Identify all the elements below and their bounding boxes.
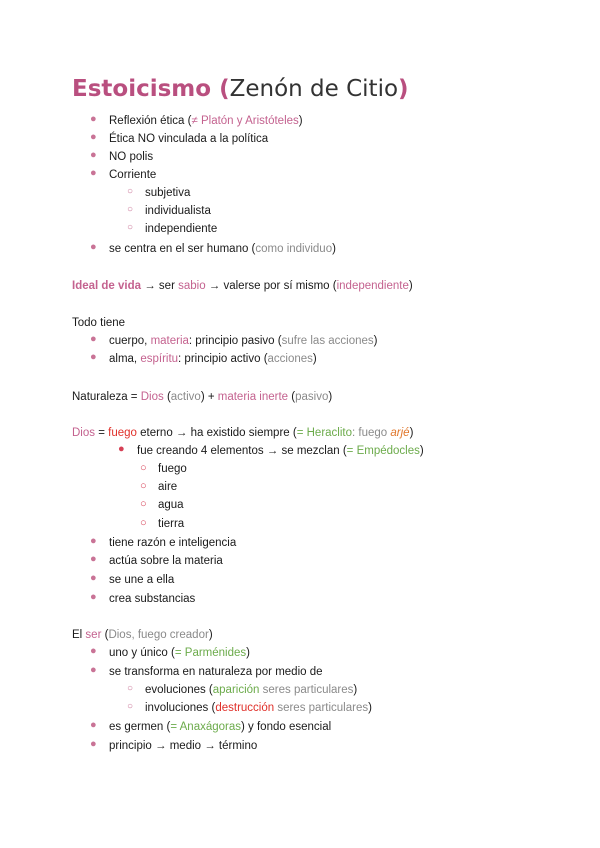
bullet-icon: ● bbox=[90, 645, 97, 657]
circle-bullet-icon: ○ bbox=[140, 462, 147, 474]
sub-list-item: agua bbox=[158, 499, 184, 511]
sub-list-item: fuego bbox=[158, 463, 187, 475]
bullet-icon: ● bbox=[90, 149, 97, 161]
list-item: tiene razón e inteligencia bbox=[109, 537, 237, 549]
bullet-icon: ● bbox=[90, 351, 97, 363]
sub-list-item: aire bbox=[158, 481, 178, 493]
ser-line: El ser (Dios, fuego creador) bbox=[72, 629, 213, 641]
bullet-icon: ● bbox=[90, 167, 97, 179]
list-item: Corriente bbox=[109, 169, 157, 181]
sub-list-item: evoluciones (aparición seres particulares) bbox=[145, 684, 358, 696]
circle-bullet-icon: ○ bbox=[140, 498, 147, 510]
list-item: actúa sobre la materia bbox=[109, 555, 223, 567]
page-title: Estoicismo (Zenón de Citio) bbox=[72, 76, 409, 102]
bullet-icon: ● bbox=[90, 664, 97, 676]
sub-list-item: tierra bbox=[158, 518, 185, 530]
sub-list-item: involuciones (destrucción seres particulares) bbox=[145, 702, 372, 714]
list-item: uno y único (= Parménides) bbox=[109, 647, 250, 659]
bullet-icon: ● bbox=[90, 719, 97, 731]
circle-bullet-icon: ○ bbox=[127, 222, 134, 233]
sub-list-item: subjetiva bbox=[145, 187, 191, 199]
sub-list-item: individualista bbox=[145, 205, 211, 217]
bullet-icon: ● bbox=[118, 443, 125, 455]
list-item: se centra en el ser humano (como individuo) bbox=[109, 243, 336, 255]
list-item: principio → medio → término bbox=[109, 740, 258, 752]
bullet-icon: ● bbox=[90, 241, 97, 253]
circle-bullet-icon: ○ bbox=[140, 480, 147, 492]
list-item: se transforma en naturaleza por medio de bbox=[109, 666, 323, 678]
section-heading: Todo tiene bbox=[72, 317, 126, 329]
bullet-icon: ● bbox=[90, 131, 97, 143]
bullet-icon: ● bbox=[90, 553, 97, 565]
bullet-icon: ● bbox=[90, 738, 97, 750]
circle-bullet-icon: ○ bbox=[127, 204, 134, 215]
list-item: Reflexión ética (≠ Platón y Aristóteles) bbox=[109, 115, 303, 127]
list-item: es germen (= Anaxágoras) y fondo esencial bbox=[109, 721, 332, 733]
bullet-icon: ● bbox=[90, 591, 97, 603]
bullet-icon: ● bbox=[90, 572, 97, 584]
bullet-icon: ● bbox=[90, 535, 97, 547]
dios-line: Dios = fuego eterno → ha existido siempre (= Heraclito: fuego arjé) bbox=[72, 427, 414, 439]
circle-bullet-icon: ○ bbox=[127, 683, 134, 694]
ideal-line: Ideal de vida → ser sabio → valerse por sí mismo (independiente) bbox=[72, 280, 413, 292]
circle-bullet-icon: ○ bbox=[140, 517, 147, 529]
bullet-icon: ● bbox=[90, 333, 97, 345]
naturaleza-line: Naturaleza = Dios (activo) + materia inerte (pasivo) bbox=[72, 391, 333, 403]
list-item: Ética NO vinculada a la política bbox=[109, 133, 269, 145]
bullet-icon: ● bbox=[90, 113, 97, 125]
circle-bullet-icon: ○ bbox=[127, 186, 134, 197]
list-item: cuerpo, materia: principio pasivo (sufre las acciones) bbox=[109, 335, 378, 347]
circle-bullet-icon: ○ bbox=[127, 701, 134, 712]
list-item: fue creando 4 elementos → se mezclan (= Empédocles) bbox=[137, 445, 424, 457]
list-item: crea substancias bbox=[109, 593, 196, 605]
sub-list-item: independiente bbox=[145, 223, 218, 235]
list-item: NO polis bbox=[109, 151, 154, 163]
list-item: alma, espíritu: principio activo (acciones) bbox=[109, 353, 317, 365]
list-item: se une a ella bbox=[109, 574, 175, 586]
